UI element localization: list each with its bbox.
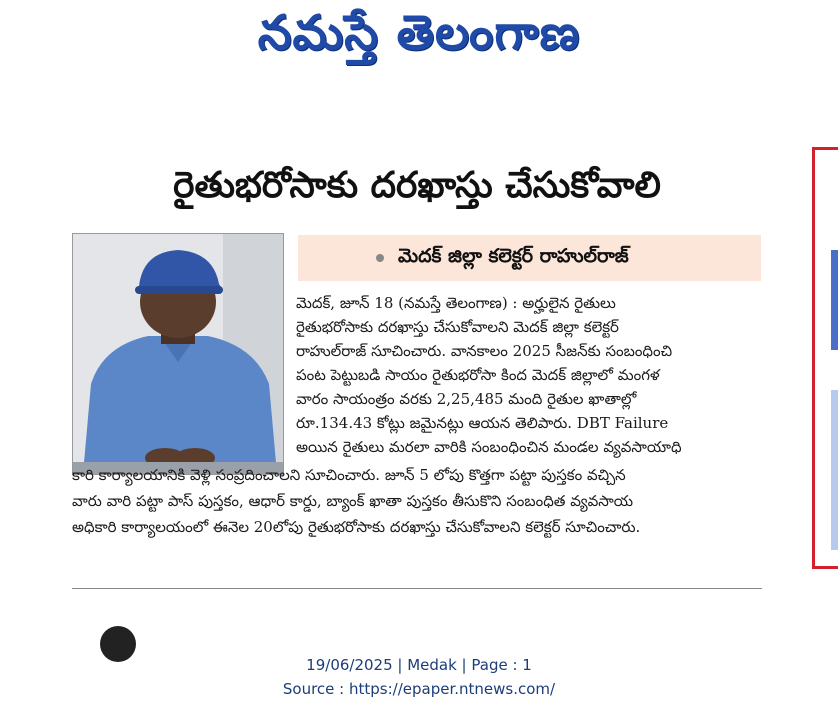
collector-photo: [72, 233, 284, 475]
masthead: [0, 0, 838, 78]
adjacent-article-block: [831, 250, 838, 350]
adjacent-article-frame: [812, 147, 838, 569]
footer-source: Source : https://epaper.ntnews.com/: [282, 680, 556, 698]
article-body-line: రాహుల్‌రాజ్ సూచించారు. వానకాలం 2025 సీజన్‌కు సంబంధించి: [296, 342, 673, 360]
bullet-icon: [376, 254, 384, 262]
article-body-line: మెదక్, జూన్ 18 (నమస్తే తెలంగాణ) : అర్హులైన రైతులు: [296, 294, 616, 312]
newspaper-title: నమస్తే తెలంగాణ: [257, 5, 581, 61]
footer-date-edition: 19/06/2025 | Medak | Page : 1: [306, 656, 532, 674]
article-headline: రైతుభరోసాకు దరఖాస్తు చేసుకోవాలి: [173, 165, 661, 206]
article-body-line: రైతుభరోసాకు దరఖాస్తు చేసుకోవాలని మెదక్ జిల్లా కలెక్టర్: [296, 318, 619, 336]
article-body-line: వారం సాయంత్రం వరకు 2,25,485 మంది రైతుల ఖాతాల్లో: [296, 390, 637, 408]
article-body-line: రూ.134.43 కోట్లు జమైనట్లు ఆయన తెలిపారు. DBT Failure: [296, 414, 669, 432]
article-subtitle: మెదక్ జిల్లా కలెక్టర్ రాహుల్‌రాజ్: [398, 244, 629, 267]
article-body-line: పంట పెట్టుబడి సాయం రైతుభరోసా కింద మెదక్ జిల్లాలో మంగళ: [296, 366, 660, 384]
article-body-line: కారి కార్యాలయానికి వెళ్లి సంప్రదించాలని సూచించారు. జూన్ 5 లోపు కొత్తగా పట్టా పుస్తకం వచ్చిన: [72, 466, 626, 484]
article-body-line: అధికారి కార్యాలయంలో ఈనెల 20లోపు రైతుభరోసాకు దరఖాస్తు చేసుకోవాలని కలెక్టర్ సూచించారు.: [72, 518, 641, 536]
article-body-line: అయిన రైతులు మరలా వారికి సంబంధించిన మండల వ్యవసాయాధి: [296, 438, 682, 456]
article-body-line: వారు వారి పట్టా పాస్ పుస్తకం, ఆధార్ కార్డు, బ్యాంక్ ఖాతా పుస్తకం తీసుకొని సంబంధిత వ్యవసాయ: [72, 492, 634, 510]
adjacent-article-block: [831, 390, 838, 550]
subtitle-band: [298, 235, 761, 281]
section-divider: [72, 588, 762, 589]
